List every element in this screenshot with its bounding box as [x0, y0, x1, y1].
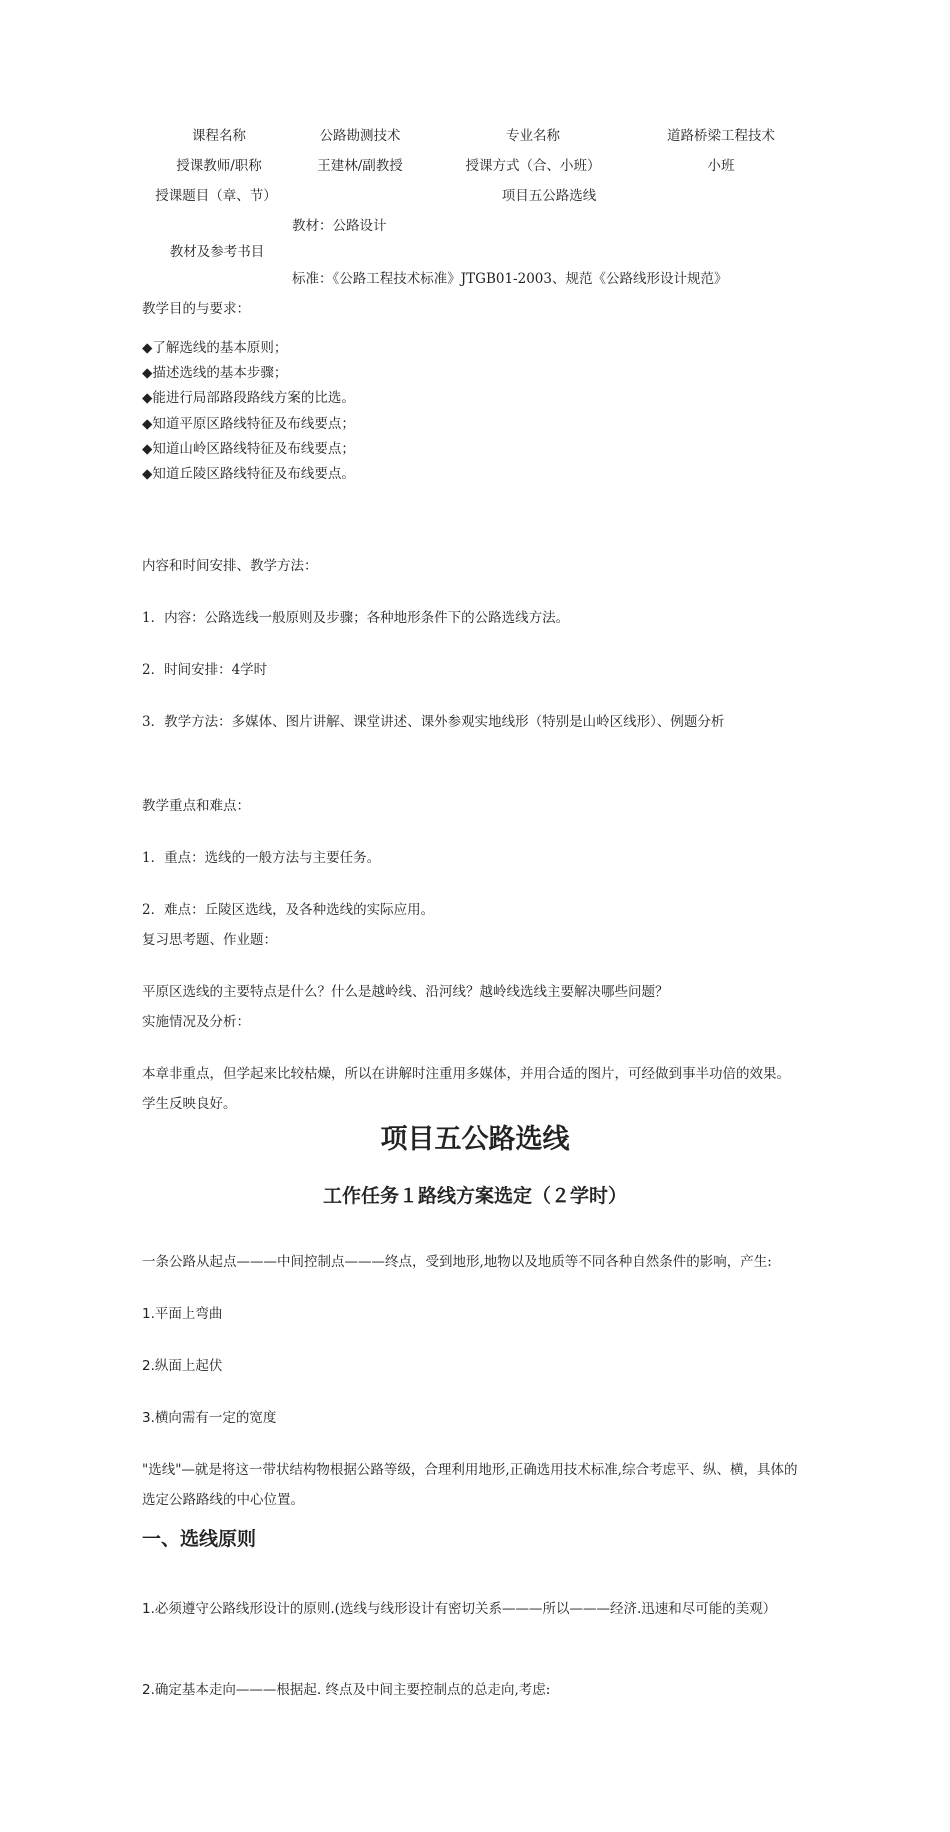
- topic-value: 项目五公路选线: [501, 188, 597, 204]
- item-number: 1.: [142, 1306, 155, 1322]
- list-item: ◆知道平原区路线特征及布线要点；: [142, 415, 355, 432]
- list-item: [142, 1357, 222, 1375]
- list-item: ◆知道山岭区路线特征及布线要点；: [142, 440, 355, 457]
- item-number: 1.: [142, 1601, 155, 1617]
- list-item: 3．教学方法：多媒体、图片讲解、课堂讲述、课外参观实地线形（特别是山岭区线形）、例题分析: [142, 714, 725, 730]
- books-label: 教材及参考书目: [169, 244, 265, 260]
- list-item: ◆知道丘陵区路线特征及布线要点。: [142, 465, 355, 482]
- list-item: 2．难点：丘陵区选线，及各种选线的实际应用。: [142, 902, 435, 918]
- teaching-mode-value: 小班: [707, 158, 735, 174]
- item-number: 2.: [142, 1682, 155, 1698]
- major-name-label: 专业名称: [506, 128, 560, 144]
- key-points-heading: 教学重点和难点：: [142, 798, 250, 814]
- standard-value: 标准：《公路工程技术标准》JTGB01-2003、规范《公路线形设计规范》: [292, 271, 728, 287]
- topic-label: 授课题目（章、节）: [155, 188, 277, 204]
- textbook-value: 教材：公路设计: [292, 218, 387, 234]
- implementation-text: 本章非重点，但学起来比较枯燥，所以在讲解时注重用多媒体，并用合适的图片，可经做到事半功倍的效果。学生反映良好。: [142, 1066, 790, 1112]
- item-number: 3.: [142, 1410, 155, 1426]
- review-text: 平原区选线的主要特点是什么？什么是越岭线、沿河线？越岭线选线主要解决哪些问题？: [142, 984, 669, 1000]
- list-item: [142, 1594, 802, 1624]
- list-item: [142, 1305, 222, 1323]
- list-item: 2．时间安排：4学时: [142, 662, 268, 678]
- item-number: 2.: [142, 1358, 155, 1374]
- list-item: [142, 1681, 550, 1699]
- list-item: [142, 1409, 276, 1427]
- course-name-label: 课程名称: [192, 128, 246, 144]
- arrangement-heading: 内容和时间安排、教学方法：: [142, 558, 318, 574]
- teacher-label: 授课教师/职称: [176, 158, 262, 174]
- section-intro: 一条公路从起点———中间控制点———终点，受到地形,地物以及地质等不同各种自然条件的影响，产生:: [142, 1254, 772, 1270]
- list-item: ◆描述选线的基本步骤；: [142, 365, 288, 382]
- objectives-list: [142, 339, 355, 490]
- definition-text: "选线"—就是将这一带状结构物根据公路等级，合理利用地形,正确选用技术标准,综合考虑平、纵、横，具体的选定公路路线的中心位置。: [142, 1462, 798, 1508]
- list-item: 1．重点：选线的一般方法与主要任务。: [142, 850, 381, 866]
- objectives-heading: 教学目的与要求：: [142, 301, 250, 317]
- list-item: 1．内容：公路选线一般原则及步骤；各种地形条件下的公路选线方法。: [142, 610, 570, 626]
- list-item: ◆能进行局部路段路线方案的比选。: [142, 390, 355, 407]
- review-heading: 复习思考题、作业题：: [142, 932, 277, 948]
- list-item: ◆了解选线的基本原则；: [142, 340, 288, 356]
- course-name-value: 公路勘测技术: [319, 128, 401, 144]
- item-text: 纵面上起伏: [154, 1358, 223, 1374]
- section-title: 项目五公路选线: [380, 1124, 570, 1155]
- teaching-mode-label: 授课方式（合、小班）: [465, 158, 601, 174]
- item-text: 横向需有一定的宽度: [154, 1410, 277, 1426]
- item-text: 平面上弯曲: [154, 1306, 223, 1322]
- item-text: 必须遵守公路线形设计的原则.(选线与线形设计有密切关系———所以———经济.迅速和尽可能的美观）: [154, 1601, 777, 1617]
- teacher-value: 王建林/副教授: [317, 158, 403, 174]
- section-subtitle: 工作任务１路线方案选定（２学时）: [322, 1185, 627, 1207]
- item-text: 确定基本走向———根据起. 终点及中间主要控制点的总走向,考虑:: [154, 1682, 551, 1698]
- major-name-value: 道路桥梁工程技术: [667, 128, 775, 144]
- principles-heading: 一、选线原则: [142, 1528, 257, 1550]
- implementation-heading: 实施情况及分析：: [142, 1014, 250, 1030]
